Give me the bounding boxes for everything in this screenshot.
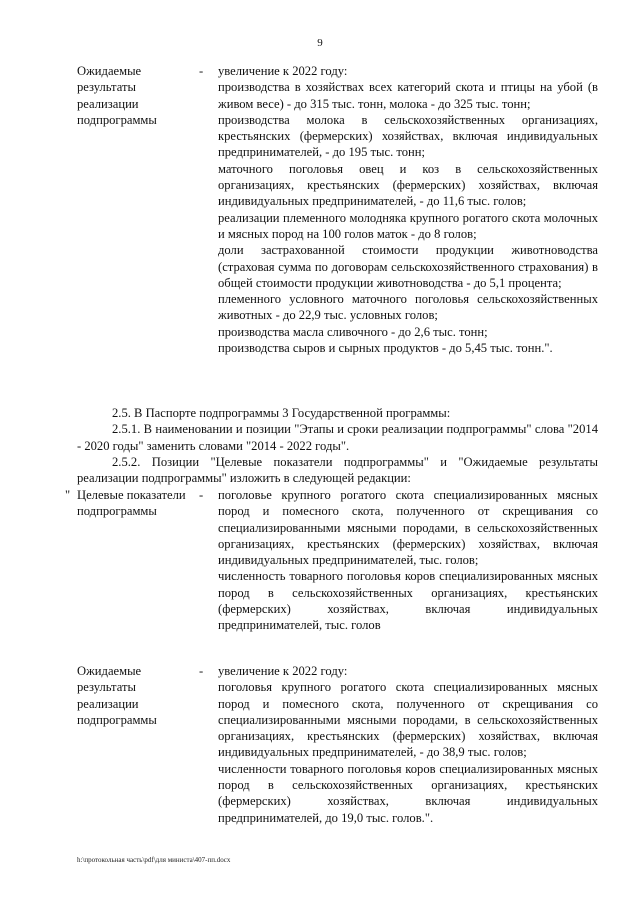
opening-quote: " xyxy=(65,488,71,502)
paragraph: поголовья крупного рогатого скота специализированных мясных пород и помесного скота, полученного от скрещивания со специализированными мясными породами, в сельскохозяйственных организациях, крестьянских (фермерских) хозяйствах, включая индивидуальных предпринимателей, - до 38,9 тыс. голов; xyxy=(218,680,598,760)
paragraph: численности товарного поголовья коров специализированных мясных пород в сельскохозяйственных организациях, крестьянских (фермерских) хозяйствах, включая индивидуальных предпринимателей, до 19,0 тыс. голов.". xyxy=(218,761,598,825)
row-content xyxy=(218,663,598,826)
paragraph: производства сыров и сырных продуктов - до 5,45 тыс. тонн.". xyxy=(218,341,553,356)
row-content xyxy=(218,63,598,356)
row-dash: - xyxy=(199,64,204,78)
file-path-footer: h:\протокольная часть\pdf\для министа\407-пп.docx xyxy=(77,856,231,864)
row-content xyxy=(218,487,598,634)
paragraph: увеличение к 2022 году: xyxy=(218,64,348,78)
paragraph: племенного условного маточного поголовья сельскохозяйственных животных - до 22,9 тыс. условных голов; xyxy=(218,292,598,323)
amendment-text xyxy=(77,405,598,486)
page-number: 9 xyxy=(317,37,323,49)
row-dash: - xyxy=(199,488,204,502)
row-label: Целевые показатели подпрограммы xyxy=(77,488,186,519)
paragraph: 2.5.2. Позиции "Целевые показатели подпрограммы" и "Ожидаемые результаты реализации подпрограммы" изложить в следующей редакции: xyxy=(77,454,598,486)
paragraph: 2.5. В Паспорте подпрограммы 3 Государственной программы: xyxy=(112,406,451,420)
row-dash: - xyxy=(199,664,204,678)
paragraph: производства в хозяйствах всех категорий скота и птицы на убой (в живом весе) - до 315 тыс. тонн, молока - до 325 тыс. тонн; xyxy=(218,80,598,111)
paragraph: производства молока в сельскохозяйственных организациях, крестьянских (фермерских) хозяйствах, включая индивидуальных предпринимателей, - до 195 тыс. тонн; xyxy=(218,112,598,160)
paragraph: производства масла сливочного - до 2,6 тыс. тонн; xyxy=(218,324,488,339)
paragraph: маточного поголовья овец и коз в сельскохозяйственных организациях, крестьянских (фермерских) хозяйствах, включая индивидуальных предпринимателей, - до 11,6 тыс. голов; xyxy=(218,161,598,209)
paragraph: численность товарного поголовья коров специализированных мясных пород в сельскохозяйственных организациях, крестьянских (фермерских) хозяйствах, включая индивидуальных предпринимателей, тыс. голов xyxy=(218,569,598,633)
paragraph: увеличение к 2022 году: xyxy=(218,664,348,678)
paragraph: реализации племенного молодняка крупного рогатого скота молочных и мясных пород на 100 голов маток - до 8 голов; xyxy=(218,210,598,241)
row-label: Ожидаемые результаты реализации подпрограммы xyxy=(77,64,157,127)
paragraph: доли застрахованной стоимости продукции животноводства (страховая сумма по договорам сельскохозяйственного страхования) в общей стоимости продукции животноводства - до 5,1 процента; xyxy=(218,243,598,290)
row-label: Ожидаемые результаты реализации подпрограммы xyxy=(77,664,157,727)
paragraph: 2.5.1. В наименовании и позиции "Этапы и сроки реализации подпрограммы" слова "2014 - 2020 годы" заменить словами "2014 - 2022 годы". xyxy=(77,422,598,453)
paragraph: поголовье крупного рогатого скота специализированных мясных пород и помесного скота, полученного от скрещивания со специализированными мясными породами, в сельскохозяйственных организациях, крестьянских (фермерских) хозяйствах, включая индивидуальных предпринимателей, тыс. голов; xyxy=(218,488,598,568)
